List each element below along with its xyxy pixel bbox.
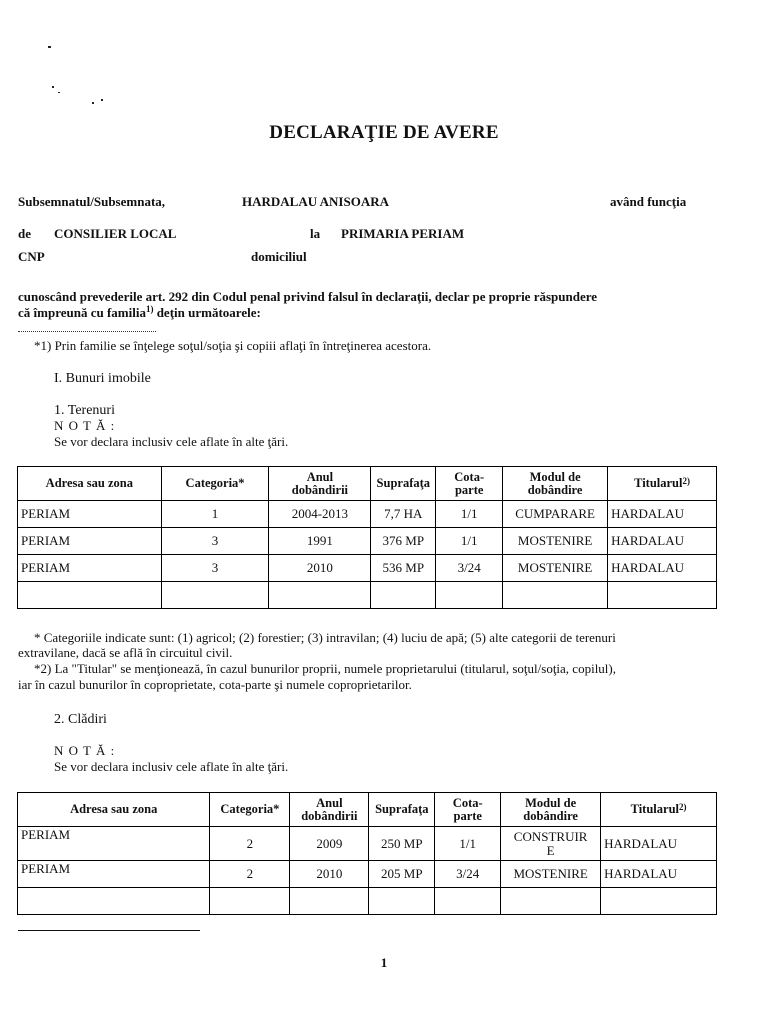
cell-cota: 1/1 [436,501,503,528]
cell-modul [503,582,608,609]
table-header-row [18,793,717,827]
cell-anul: 2004-2013 [269,501,371,528]
cell-adresa: PERIAM [18,861,210,888]
cnp-label: CNP [18,249,45,264]
scan-speck [48,46,51,48]
scan-speck [101,99,103,101]
column-header-adresa: Adresa sau zona [18,793,210,827]
column-header-adresa: Adresa sau zona [18,467,162,501]
footnote-family: *1) Prin familie se înţelege soţul/soţia şi copiii aflaţi în întreţinerea acestora. [34,338,432,353]
cell-titular: HARDALAU [601,827,717,861]
cell-cota: 3/24 [435,861,501,888]
cell-titular: HARDALAU [608,528,717,555]
cell-suprafata: 250 MP [369,827,435,861]
document-title: DECLARAŢIE DE AVERE [269,122,499,143]
column-header-categoria: Categoria* [161,467,269,501]
la-label: la [310,226,321,241]
cell-categoria: 3 [161,528,269,555]
cell-categoria: 1 [161,501,269,528]
column-header-cota: Cota- parte [435,793,501,827]
cell-suprafata: 536 MP [371,555,436,582]
column-header-modul: Modul de dobândire [503,467,608,501]
table-row [18,582,717,609]
subsection-heading-cladiri: 2. Clădiri [54,712,107,727]
cell-anul: 2010 [269,555,371,582]
cell-titular: HARDALAU [608,501,717,528]
nota-label: N O T Ă : [54,418,116,433]
de-label: de [18,226,31,241]
table-header-row [18,467,717,501]
cell-cota: 3/24 [436,555,503,582]
cell-cota: 1/1 [436,528,503,555]
column-header-anul: Anul dobândirii [269,467,371,501]
cell-titular [608,582,717,609]
footnote-rule [18,930,200,931]
cell-titular: HARDALAU [608,555,717,582]
column-header-cota: Cota- parte [436,467,503,501]
cell-anul: 1991 [269,528,371,555]
domiciliu-label: domiciliul [251,249,307,264]
cell-anul: 2010 [290,861,369,888]
cell-anul: 2009 [290,827,369,861]
subsemnatul-label: Subsemnatul/Subsemnata, [18,194,166,209]
cell-modul: CUMPARARE [503,501,608,528]
scan-speck [58,92,60,93]
column-header-suprafata: Suprafaţa [371,467,436,501]
avand-functia-label: având funcţia [610,194,687,209]
cell-anul [269,582,371,609]
nota-text: Se vor declara inclusiv cele aflate în alte ţări. [54,434,289,449]
cell-adresa: PERIAM [18,555,162,582]
cell-suprafata: 205 MP [369,861,435,888]
cell-suprafata [369,888,435,915]
scan-speck [52,86,54,88]
page-number: 1 [380,955,388,970]
nota-text: Se vor declara inclusiv cele aflate în alte ţări. [54,759,289,774]
cell-adresa [18,582,162,609]
titular-note-line-2: iar în cazul bunurilor în coproprietate, cota-parte şi numele coproprietarilor. [18,677,412,692]
cell-cota [435,888,501,915]
cell-modul [501,888,601,915]
cell-categoria: 2 [210,827,290,861]
cell-titular [601,888,717,915]
table-row [18,555,717,582]
titular-note-line-1: *2) La "Titular" se menţionează, în cazul bunurilor proprii, numele proprietarului (titularul, soţul/soţia, copilul), [34,661,616,676]
intro-line-2: că împreună cu familia$^{1)}$ deţin următoarele: [18,304,261,320]
dotted-separator [18,331,156,332]
cell-adresa: PERIAM [18,827,210,861]
cell-modul: MOSTENIRE [503,528,608,555]
category-note-line-2: extravilane, dacă se află în circuitul civil. [18,645,233,660]
column-header-titular: Titularul$^{2)}$ [601,793,717,827]
declarant-name: HARDALAU ANISOARA [242,194,389,209]
cell-categoria: 3 [161,555,269,582]
cell-modul: CONSTRUIR E [501,827,601,861]
cell-categoria [161,582,269,609]
cell-modul: MOSTENIRE [503,555,608,582]
cell-anul [290,888,369,915]
column-header-titular: Titularul$^{2)}$ [608,467,717,501]
intro-line-1: cunoscând prevederile art. 292 din Codul penal privind falsul în declaraţii, declar pe proprie răspundere [18,289,598,304]
institution-value: PRIMARIA PERIAM [341,226,465,241]
cell-suprafata [371,582,436,609]
scan-speck [92,102,94,104]
column-header-anul: Anul dobândirii [290,793,369,827]
cell-cota [436,582,503,609]
table-row [18,861,717,888]
terenuri-table [17,466,717,609]
cell-adresa: PERIAM [18,501,162,528]
nota-label: N O T Ă : [54,743,116,758]
cell-suprafata: 7,7 HA [371,501,436,528]
cell-categoria [210,888,290,915]
cell-titular: HARDALAU [601,861,717,888]
cell-cota: 1/1 [435,827,501,861]
table-row [18,528,717,555]
subsection-heading-terenuri: 1. Terenuri [54,403,115,418]
table-row [18,501,717,528]
cell-suprafata: 376 MP [371,528,436,555]
cell-adresa: PERIAM [18,528,162,555]
cell-modul: MOSTENIRE [501,861,601,888]
section-heading-bunuri-imobile: I. Bunuri imobile [54,371,151,386]
table-row [18,888,717,915]
column-header-categoria: Categoria* [210,793,290,827]
cell-categoria: 2 [210,861,290,888]
cladiri-table [17,792,717,915]
column-header-suprafata: Suprafaţa [369,793,435,827]
table-row [18,827,717,861]
column-header-modul: Modul de dobândire [501,793,601,827]
cell-adresa [18,888,210,915]
category-note-line-1: * Categoriile indicate sunt: (1) agricol; (2) forestier; (3) intravilan; (4) luciu de apă; (5) alte categorii de terenuri [34,630,616,645]
function-value: CONSILIER LOCAL [54,226,177,241]
